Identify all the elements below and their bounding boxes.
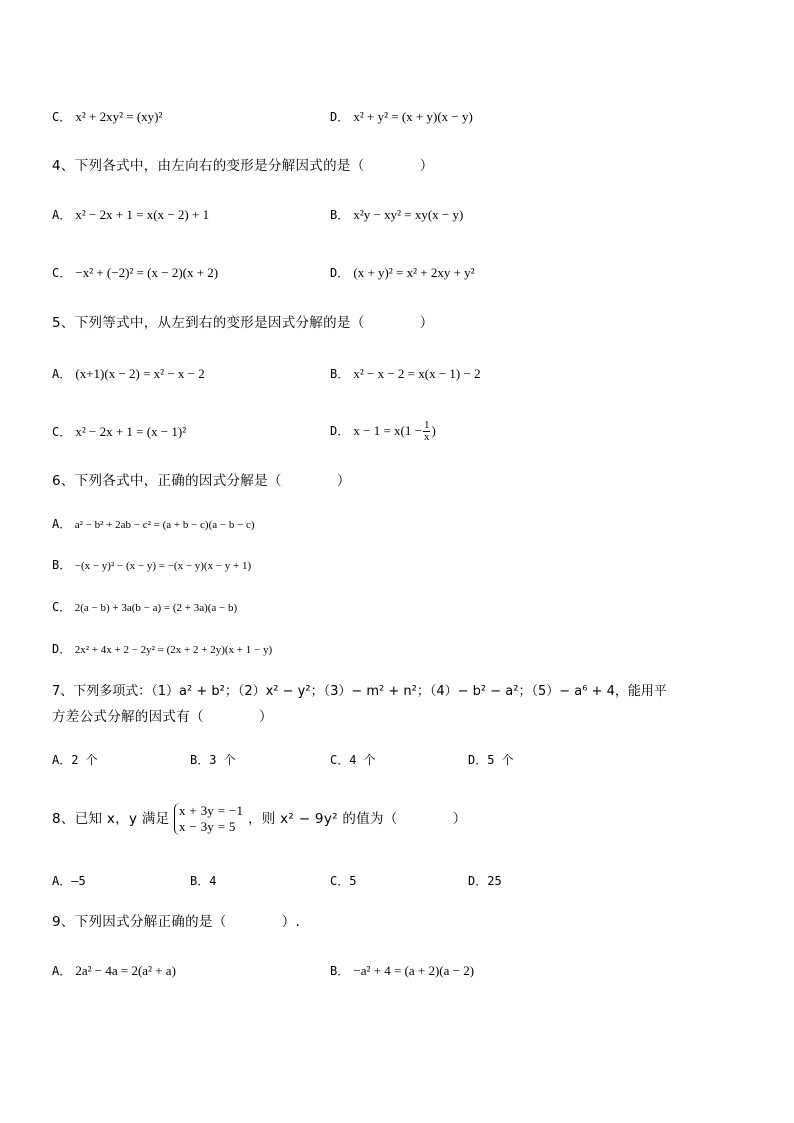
option-label: B．: [330, 964, 350, 978]
q4-option-c: [52, 265, 218, 282]
q6-option-b: [52, 557, 251, 574]
option-label: D．: [330, 266, 350, 280]
q3-option-d: [330, 109, 473, 126]
math-expression: −x² + (−2)² = (x − 2)(x + 2): [75, 265, 219, 280]
math-expression: 2a² − 4a = 2(a² + a): [75, 963, 176, 978]
q6-stem: 6、下列各式中，正确的因式分解是（ ）: [52, 473, 351, 489]
q8-option-c: C．5: [330, 874, 357, 888]
math-expression: x² − x − 2 = x(x − 1) − 2: [353, 366, 481, 381]
q5-option-b: [330, 366, 481, 383]
equation-system: [174, 803, 243, 835]
q6-option-a: [52, 516, 255, 533]
q7-option-b: B．3 个: [190, 753, 236, 767]
math-expression: x − 1 = x(1 −: [353, 423, 422, 438]
math-expression: 2x² + 4x + 2 − 2y² = (2x + 2 + 2y)(x + 1 − y): [74, 644, 273, 656]
q7-stem-line1: 7、下列多项式：（1）a² + b²；（2）x² − y²；（3）− m² + n²；（4）− b² − a²；（5）− a⁶ + 4，能用平: [52, 684, 667, 699]
option-label: B．: [330, 208, 350, 222]
q5-option-a: [52, 366, 205, 383]
math-expression: x²y − xy² = xy(x − y): [353, 207, 464, 222]
math-expression: x² − 2x + 1 = x(x − 2) + 1: [75, 207, 210, 222]
q5-stem: 5、下列等式中，从左到右的变形是因式分解的是（ ）: [52, 315, 434, 331]
q7-option-a: A．2 个: [52, 753, 98, 767]
q7-option-c: C．4 个: [330, 753, 376, 767]
q4-option-a: [52, 207, 209, 224]
math-expression: −(x − y)² − (x − y) = −(x − y)(x − y + 1): [74, 560, 252, 572]
option-label: A．: [52, 208, 72, 222]
q4-option-b: [330, 207, 463, 224]
q7-option-d: D．5 个: [468, 753, 514, 767]
q9-option-a: [52, 963, 176, 980]
q9-option-b: [330, 963, 474, 980]
q9-stem: 9、下列因式分解正确的是（ ）.: [52, 914, 301, 930]
q8-stem: [52, 800, 467, 838]
option-label: D．: [52, 642, 72, 656]
equation-1: x + 3y = −1: [179, 803, 244, 818]
option-label: A．: [52, 517, 72, 531]
q6-option-d: [52, 641, 272, 658]
q8-stem-prefix: 8、已知 x，y 满足: [52, 811, 170, 827]
q5-option-c: [52, 424, 186, 441]
option-label: C．: [52, 425, 72, 439]
fraction-denominator: x: [423, 431, 430, 443]
option-label: B．: [330, 367, 350, 381]
q4-option-d: [330, 265, 475, 282]
q8-stem-suffix: ，则 x² − 9y² 的值为（ ）: [247, 811, 467, 827]
option-label: D．: [330, 424, 350, 438]
equation-2: x − 3y = 5: [179, 819, 236, 834]
q7-stem-line2: 方差公式分解的因式有（ ）: [52, 709, 273, 725]
q3-option-c: [52, 109, 162, 126]
q5-option-d: [330, 414, 436, 449]
q4-stem: 4、下列各式中，由左向右的变形是分解因式的是（ ）: [52, 158, 434, 174]
math-expression: a² − b² + 2ab − c² = (a + b − c)(a − b − c): [74, 519, 255, 531]
math-expression: x² − 2x + 1 = (x − 1)²: [75, 424, 187, 439]
math-expression: 2(a − b) + 3a(b − a) = (2 + 3a)(a − b): [74, 602, 238, 614]
option-label: C．: [52, 266, 72, 280]
fraction: [423, 420, 431, 443]
option-label: A．: [52, 964, 72, 978]
option-label: D．: [330, 110, 350, 124]
math-expression: (x + y)² = x² + 2xy + y²: [353, 265, 475, 280]
math-expression: ): [431, 423, 436, 438]
option-label: A．: [52, 367, 72, 381]
q6-option-c: [52, 599, 237, 616]
option-label: C．: [52, 600, 72, 614]
math-expression: x² + 2xy² = (xy)²: [75, 109, 163, 124]
q8-option-a: A．—5: [52, 874, 86, 888]
math-expression: (x+1)(x − 2) = x² − x − 2: [75, 366, 205, 381]
math-expression: −a² + 4 = (a + 2)(a − 2): [353, 963, 475, 978]
math-expression: x² + y² = (x + y)(x − y): [353, 109, 473, 124]
option-label: B．: [52, 558, 72, 572]
q8-option-d: D．25: [468, 874, 502, 888]
fraction-numerator: 1: [423, 419, 430, 431]
q8-option-b: B．4: [190, 874, 217, 888]
option-label: C．: [52, 110, 72, 124]
